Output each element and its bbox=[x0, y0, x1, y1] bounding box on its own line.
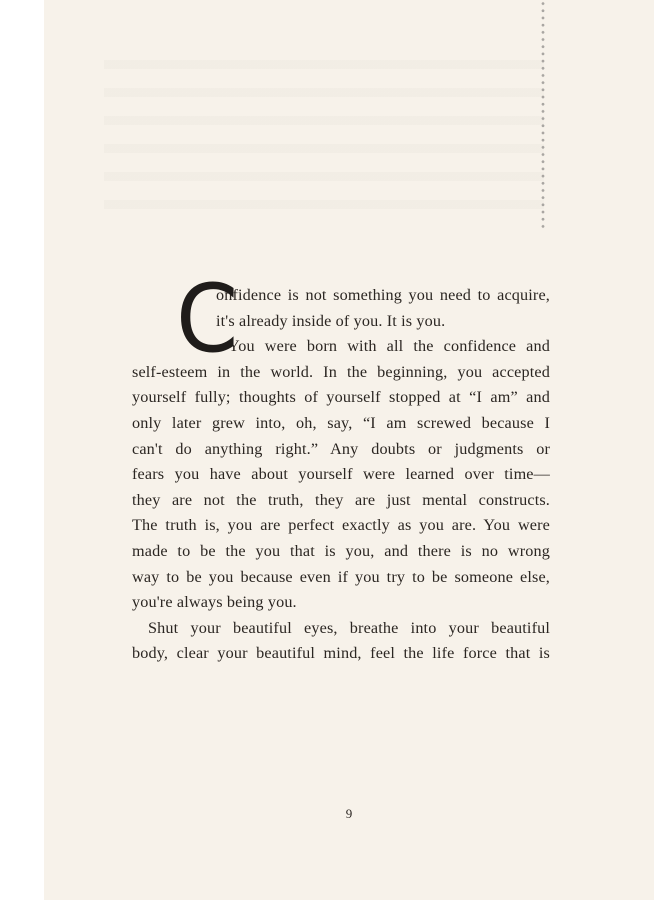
text-line: you're always being you. bbox=[132, 593, 297, 612]
text-line: they are not the truth, they are just mental constructs. bbox=[132, 490, 550, 509]
text-line: only later grew into, oh, say, “I am screwed because I bbox=[132, 413, 550, 432]
text-line: fears you have about yourself were learned over time— bbox=[132, 465, 550, 484]
dotted-border bbox=[541, 0, 545, 230]
text-line: The truth is, you are perfect exactly as you are. You were bbox=[132, 516, 550, 535]
text-line: body, clear your beautiful mind, feel the life force that is bbox=[132, 644, 550, 663]
bleed-through-text bbox=[104, 60, 544, 210]
text-line: onfidence is not something you need to acquire, bbox=[216, 286, 550, 304]
page-number: 9 bbox=[345, 806, 353, 821]
text-line: self-esteem in the world. In the beginning, you accepted bbox=[132, 362, 550, 381]
text-line: it's already inside of you. It is you. bbox=[216, 311, 446, 330]
text-line: yourself fully; thoughts of yourself stopped at “I am” and bbox=[132, 388, 550, 407]
text-line: can't do anything right.” Any doubts or judgments or bbox=[132, 439, 550, 458]
drop-cap: C bbox=[176, 265, 239, 374]
text-line: Shut your beautiful eyes, breathe into your beautiful bbox=[148, 618, 550, 637]
text-line: made to be the you that is you, and there is no wrong bbox=[132, 541, 550, 560]
book-page bbox=[44, 0, 654, 900]
body-text bbox=[132, 265, 550, 667]
text-line: You were born with all the confidence and bbox=[228, 337, 550, 356]
text-line: way to be you because even if you try to be someone else, bbox=[132, 567, 550, 586]
